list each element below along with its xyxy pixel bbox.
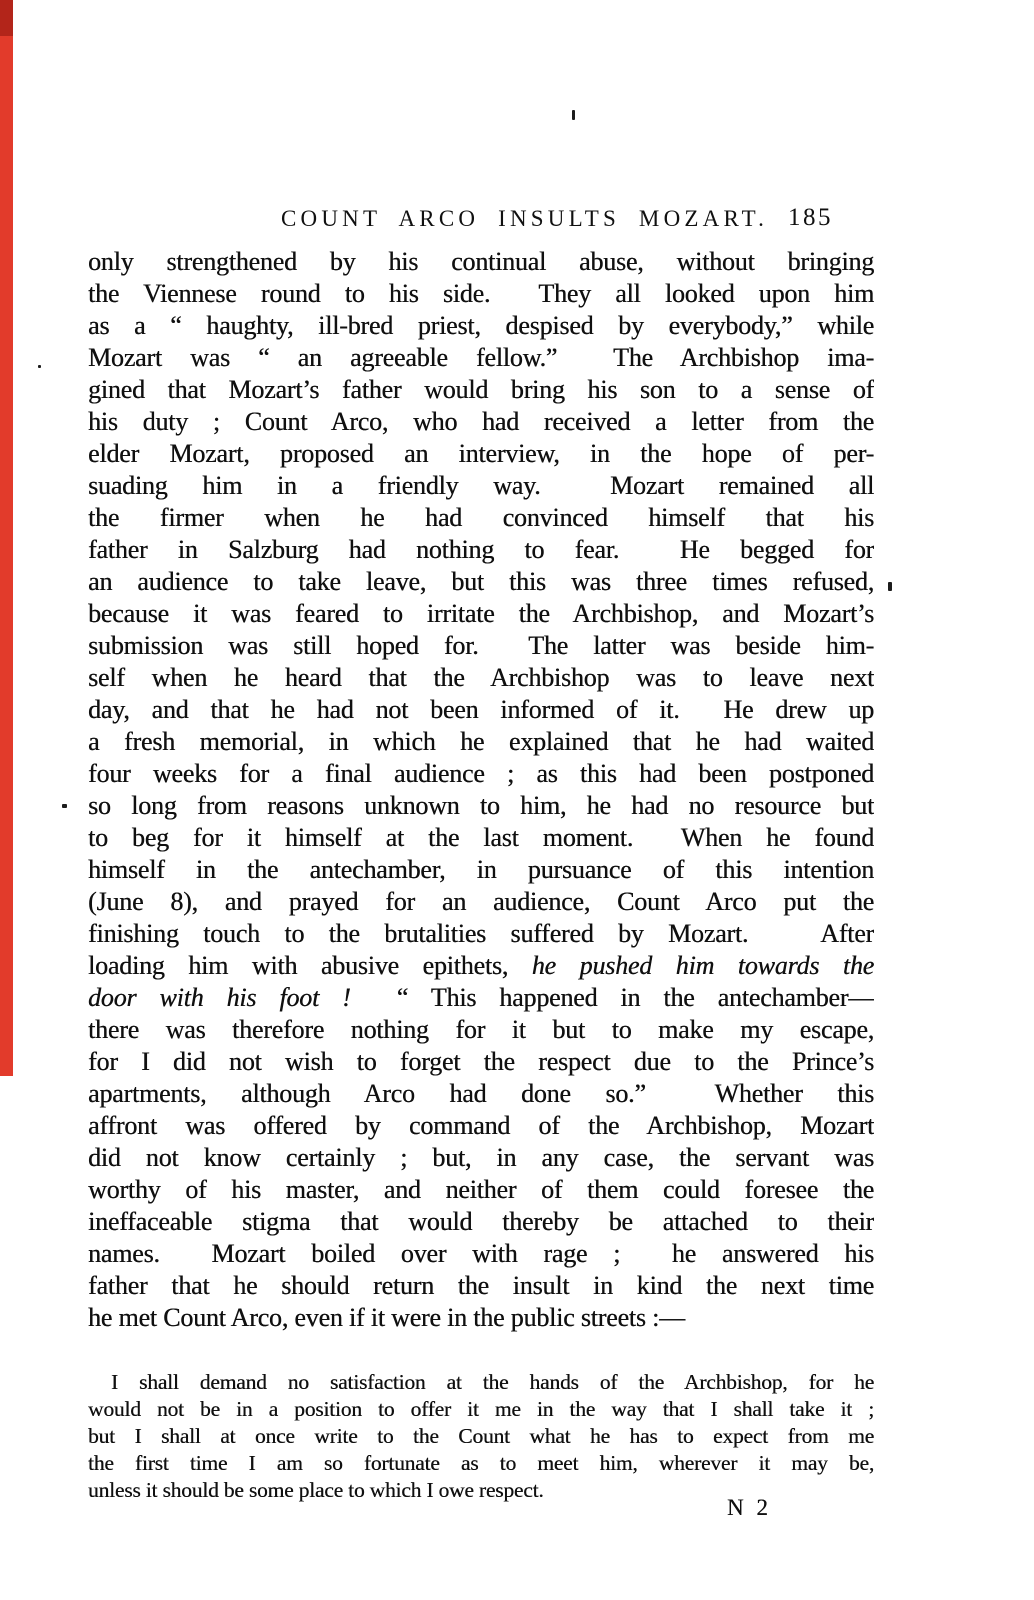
text-line <box>88 246 874 278</box>
body-text <box>88 246 874 1334</box>
text-line <box>88 1206 874 1238</box>
text-line <box>88 758 874 790</box>
text-segment: elder Mozart, proposed an interview, in the hope of per- <box>88 439 874 468</box>
text-segment: only strengthened by his continual abuse, without bringing <box>88 247 874 276</box>
text-segment: he met Count Arco, even if it were in the public streets :— <box>88 1303 685 1332</box>
text-line <box>88 918 874 950</box>
text-segment: because it was feared to irritate the Archbishop, and Mozart’s <box>88 599 874 628</box>
text-line <box>88 1270 874 1302</box>
page-edge-ribbon <box>0 0 13 1076</box>
text-segment: suading him in a friendly way. Mozart remained all <box>88 471 874 500</box>
text-line <box>88 1450 874 1477</box>
text-segment: so long from reasons unknown to him, he had no resource but <box>88 791 874 820</box>
text-segment: the first time I am so fortunate as to meet him, wherever it may be, <box>88 1451 874 1475</box>
text-segment: as a “ haughty, ill-bred priest, despised by everybody,” while <box>88 311 874 340</box>
text-segment: loading him with abusive epithets, <box>88 951 532 980</box>
text-line <box>88 1423 874 1450</box>
text-line <box>88 950 874 982</box>
text-segment: for I did not wish to forget the respect due to the Prince’s <box>88 1047 874 1076</box>
text-segment: an audience to take leave, but this was three times refused, <box>88 567 874 596</box>
text-segment: there was therefore nothing for it but to make my escape, <box>88 1015 874 1044</box>
text-line <box>88 406 874 438</box>
text-segment: would not be in a position to offer it me in the way that I shall take it ; <box>88 1397 874 1421</box>
text-segment: ineffaceable stigma that would thereby be attached to their <box>88 1207 874 1236</box>
italic-text-segment: he pushed him towards the <box>531 951 874 980</box>
text-line <box>88 790 874 822</box>
text-line <box>88 982 874 1014</box>
text-segment: the Viennese round to his side. They all looked upon him <box>88 279 874 308</box>
scan-speck <box>38 365 41 368</box>
text-segment: I shall demand no satisfaction at the hands of the Archbishop, for he <box>111 1370 874 1394</box>
running-header-title: COUNT ARCO INSULTS MOZART. <box>281 206 769 231</box>
text-line <box>88 694 874 726</box>
text-segment: Mozart was “ an agreeable fellow.” The Archbishop ima- <box>88 343 874 372</box>
text-line <box>88 1238 874 1270</box>
text-segment: father in Salzburg had nothing to fear. He begged for <box>88 535 874 564</box>
text-segment: day, and that he had not been informed of it. He drew up <box>88 695 874 724</box>
scan-speck <box>62 804 67 808</box>
text-line <box>88 1046 874 1078</box>
text-line <box>88 278 874 310</box>
text-line <box>88 1078 874 1110</box>
text-segment: submission was still hoped for. The latter was beside him- <box>88 631 874 660</box>
text-line <box>88 438 874 470</box>
text-segment: did not know certainly ; but, in any case, the servant was <box>88 1143 874 1172</box>
text-line <box>88 1174 874 1206</box>
text-line <box>88 1110 874 1142</box>
scan-speck <box>572 110 575 120</box>
text-segment: (June 8), and prayed for an audience, Count Arco put the <box>88 887 874 916</box>
text-segment: the firmer when he had convinced himself that his <box>88 503 874 532</box>
text-segment: self when he heard that the Archbishop was to leave next <box>88 663 874 692</box>
text-segment: “ This happened in the antechamber— <box>350 983 874 1012</box>
text-line <box>88 822 874 854</box>
text-segment: a fresh memorial, in which he explained that he had waited <box>88 727 874 756</box>
text-line <box>88 886 874 918</box>
text-segment: gined that Mozart’s father would bring his son to a sense of <box>88 375 874 404</box>
text-line <box>88 534 874 566</box>
block-quote <box>88 1369 874 1504</box>
text-line <box>88 726 874 758</box>
page-edge-ribbon-top <box>0 0 13 36</box>
text-segment: names. Mozart boiled over with rage ; he answered his <box>88 1239 874 1268</box>
text-segment: himself in the antechamber, in pursuance of this intention <box>88 855 874 884</box>
text-segment: unless it should be some place to which I owe respect. <box>88 1478 544 1502</box>
text-line <box>88 662 874 694</box>
text-line <box>88 630 874 662</box>
text-line <box>88 854 874 886</box>
text-line <box>88 1369 874 1396</box>
text-line <box>88 1142 874 1174</box>
text-line <box>88 598 874 630</box>
text-line <box>88 374 874 406</box>
text-segment: his duty ; Count Arco, who had received a letter from the <box>88 407 874 436</box>
signature-mark: N 2 <box>727 1495 768 1520</box>
page-number: 185 <box>788 204 833 231</box>
text-line <box>88 342 874 374</box>
text-segment: apartments, although Arco had done so.” Whether this <box>88 1079 874 1108</box>
scan-speck <box>888 582 892 591</box>
text-line <box>88 502 874 534</box>
text-segment: but I shall at once write to the Count what he has to expect from me <box>88 1424 874 1448</box>
text-line <box>88 1014 874 1046</box>
text-segment: worthy of his master, and neither of them could foresee the <box>88 1175 874 1204</box>
text-line <box>88 1396 874 1423</box>
text-segment: to beg for it himself at the last moment. When he found <box>88 823 874 852</box>
text-segment: father that he should return the insult in kind the next time <box>88 1271 874 1300</box>
text-line <box>88 310 874 342</box>
text-line <box>88 1302 874 1334</box>
text-line <box>88 566 874 598</box>
text-segment: finishing touch to the brutalities suffered by Mozart. After <box>88 919 874 948</box>
text-segment: four weeks for a final audience ; as this had been postponed <box>88 759 874 788</box>
text-line <box>88 470 874 502</box>
text-segment: affront was offered by command of the Archbishop, Mozart <box>88 1111 874 1140</box>
italic-text-segment: door with his foot ! <box>88 983 351 1012</box>
